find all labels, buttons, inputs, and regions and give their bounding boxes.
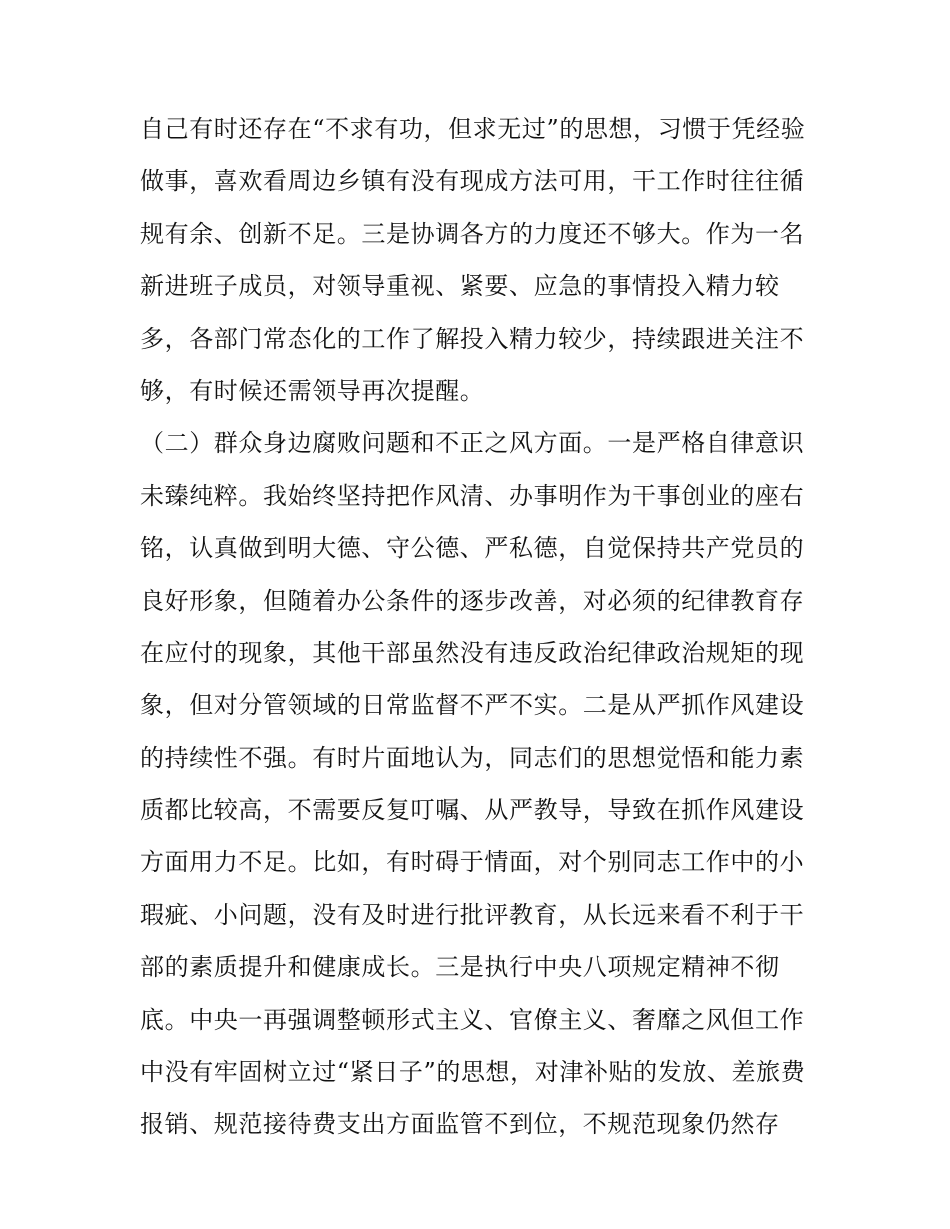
body-text [140, 103, 820, 1151]
text-line: 方面用力不足。比如，有时碍于情面，对个别同志工作中的小 [140, 848, 805, 877]
text-line: 瑕疵、小问题，没有及时进行批评教育，从长远来看不利于干 [140, 900, 805, 929]
text-line: 自己有时还存在“不求有功，但求无过”的思想，习惯于凭经验 [140, 115, 806, 143]
text-line: 在应付的现象，其他干部虽然没有违反政治纪律政治规矩的现 [140, 638, 805, 667]
section-heading-line: （二）群众身边腐败问题和不正之风方面。一是严格自律意识 [140, 429, 805, 458]
text-line: 多，各部门常态化的工作了解投入精力较少，持续跟进关注不 [140, 324, 805, 353]
text-line: 做事，喜欢看周边乡镇有没有现成方法可用，干工作时往往循 [140, 167, 805, 196]
text-line: 规有余、创新不足。三是协调各方的力度还不够大。作为一名 [140, 219, 805, 248]
text-line: 的持续性不强。有时片面地认为，同志们的思想觉悟和能力素 [140, 743, 805, 772]
text-line: 铭，认真做到明大德、守公德、严私德，自觉保持共产党员的 [140, 534, 805, 563]
text-line: 象，但对分管领域的日常监督不严不实。二是从严抓作风建设 [140, 691, 805, 720]
text-line: 良好形象，但随着办公条件的逐步改善，对必须的纪律教育存 [140, 586, 805, 615]
text-line: 质都比较高，不需要反复叮嘱、从严教导，导致在抓作风建设 [140, 796, 805, 825]
text-line: 部的素质提升和健康成长。三是执行中央八项规定精神不彻 [140, 953, 780, 982]
text-line: 够，有时候还需领导再次提醒。 [140, 376, 485, 405]
text-line: 新进班子成员，对领导重视、紧要、应急的事情投入精力较 [140, 272, 780, 301]
text-line: 未臻纯粹。我始终坚持把作风清、办事明作为干事创业的座右 [140, 481, 805, 510]
text-line: 报销、规范接待费支出方面监管不到位，不规范现象仍然存 [140, 1110, 780, 1139]
text-line: 底。中央一再强调整顿形式主义、官僚主义、奢靡之风但工作 [140, 1005, 805, 1034]
text-line: 中没有牢固树立过“紧日子”的思想，对津补贴的发放、差旅费 [140, 1058, 806, 1087]
